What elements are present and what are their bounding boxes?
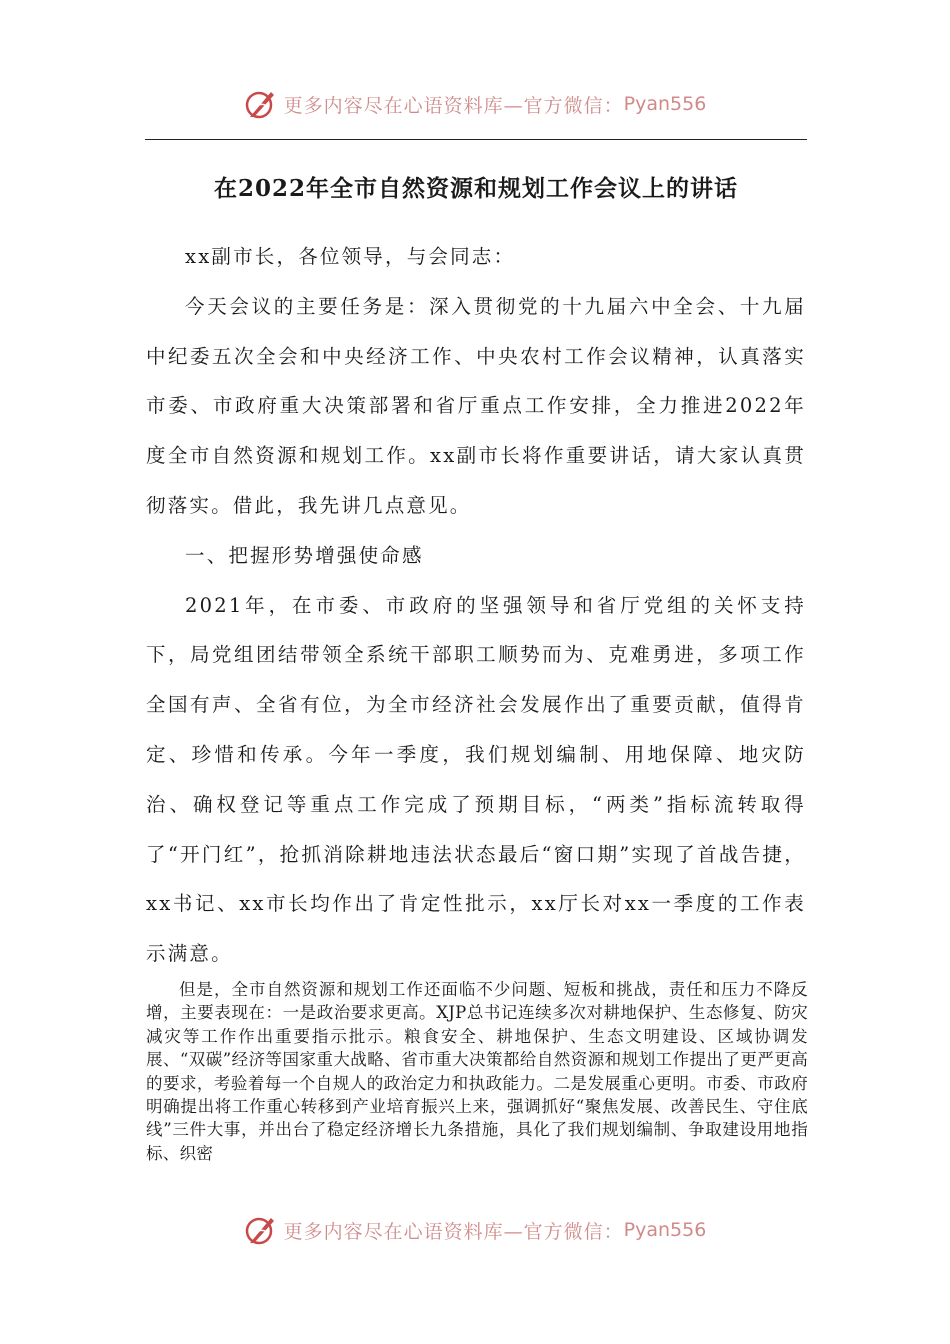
watermark-wechat-id: Pyan556	[623, 1219, 707, 1241]
watermark-wechat-id: Pyan556	[623, 93, 707, 115]
header-rule	[145, 139, 807, 140]
document-body-small	[146, 978, 808, 1165]
watermark-text: 更多内容尽在心语资料库—官方微信：	[283, 94, 624, 117]
watermark-footer	[0, 1210, 950, 1250]
quill-logo-icon	[244, 1213, 278, 1247]
document-title: 在2022年全市自然资源和规划工作会议上的讲话	[213, 175, 738, 202]
document-body	[146, 232, 806, 979]
paragraph-intro: 今天会议的主要任务是：深入贯彻党的十九届六中全会、十九届中纪委五次全会和中央经济工作、中央农村工作会议精神，认真落实市委、市政府重大决策部署和省厅重点工作安排，全力推进2022年度全市自然资源和规划工作。xx副市长将作重要讲话，请大家认真贯彻落实。借此，我先讲几点意见。	[146, 294, 806, 517]
paragraph-achievements: 2021年，在市委、市政府的坚强领导和省厅党组的关怀支持下，局党组团结带领全系统干部职工顺势而为、克难勇进，多项工作全国有声、全省有位，为全市经济社会发展作出了重要贡献，值得肯定、珍惜和传承。今年一季度，我们规划编制、用地保障、地灾防治、确权登记等重点工作完成了预期目标，“两类”指标流转取得了“开门红”，抢抓消除耕地违法状态最后“窗口期”实现了首战告捷，xx书记、xx市长均作出了肯定性批示，xx厅长对xx一季度的工作表示满意。	[146, 593, 806, 966]
salutation: xx副市长，各位领导，与会同志：	[185, 245, 516, 268]
paragraph-challenges: 但是，全市自然资源和规划工作还面临不少问题、短板和挑战，责任和压力不降反增，主要表现在：一是政治要求更高。XJP总书记连续多次对耕地保护、生态修复、防灾减灾等工作作出重要指示批示。粮食安全、耕地保护、生态文明建设、区域协调发展、“双碳”经济等国家重大战略、省市重大决策都给自然资源和规划工作提出了更严更高的要求，考验着每一个自规人的政治定力和执政能力。二是发展重心更明。市委、市政府明确提出将工作重心转移到产业培育振兴上来，强调抓好“聚焦发展、改善民生、守住底线”三件大事，并出台了稳定经济增长九条措施，具化了我们规划编制、争取建设用地指标、织密	[146, 980, 808, 1163]
watermark-header	[0, 84, 950, 124]
section-heading: 一、把握形势增强使命感	[185, 543, 424, 567]
quill-logo-icon	[244, 87, 278, 121]
watermark-text: 更多内容尽在心语资料库—官方微信：	[283, 1220, 624, 1243]
